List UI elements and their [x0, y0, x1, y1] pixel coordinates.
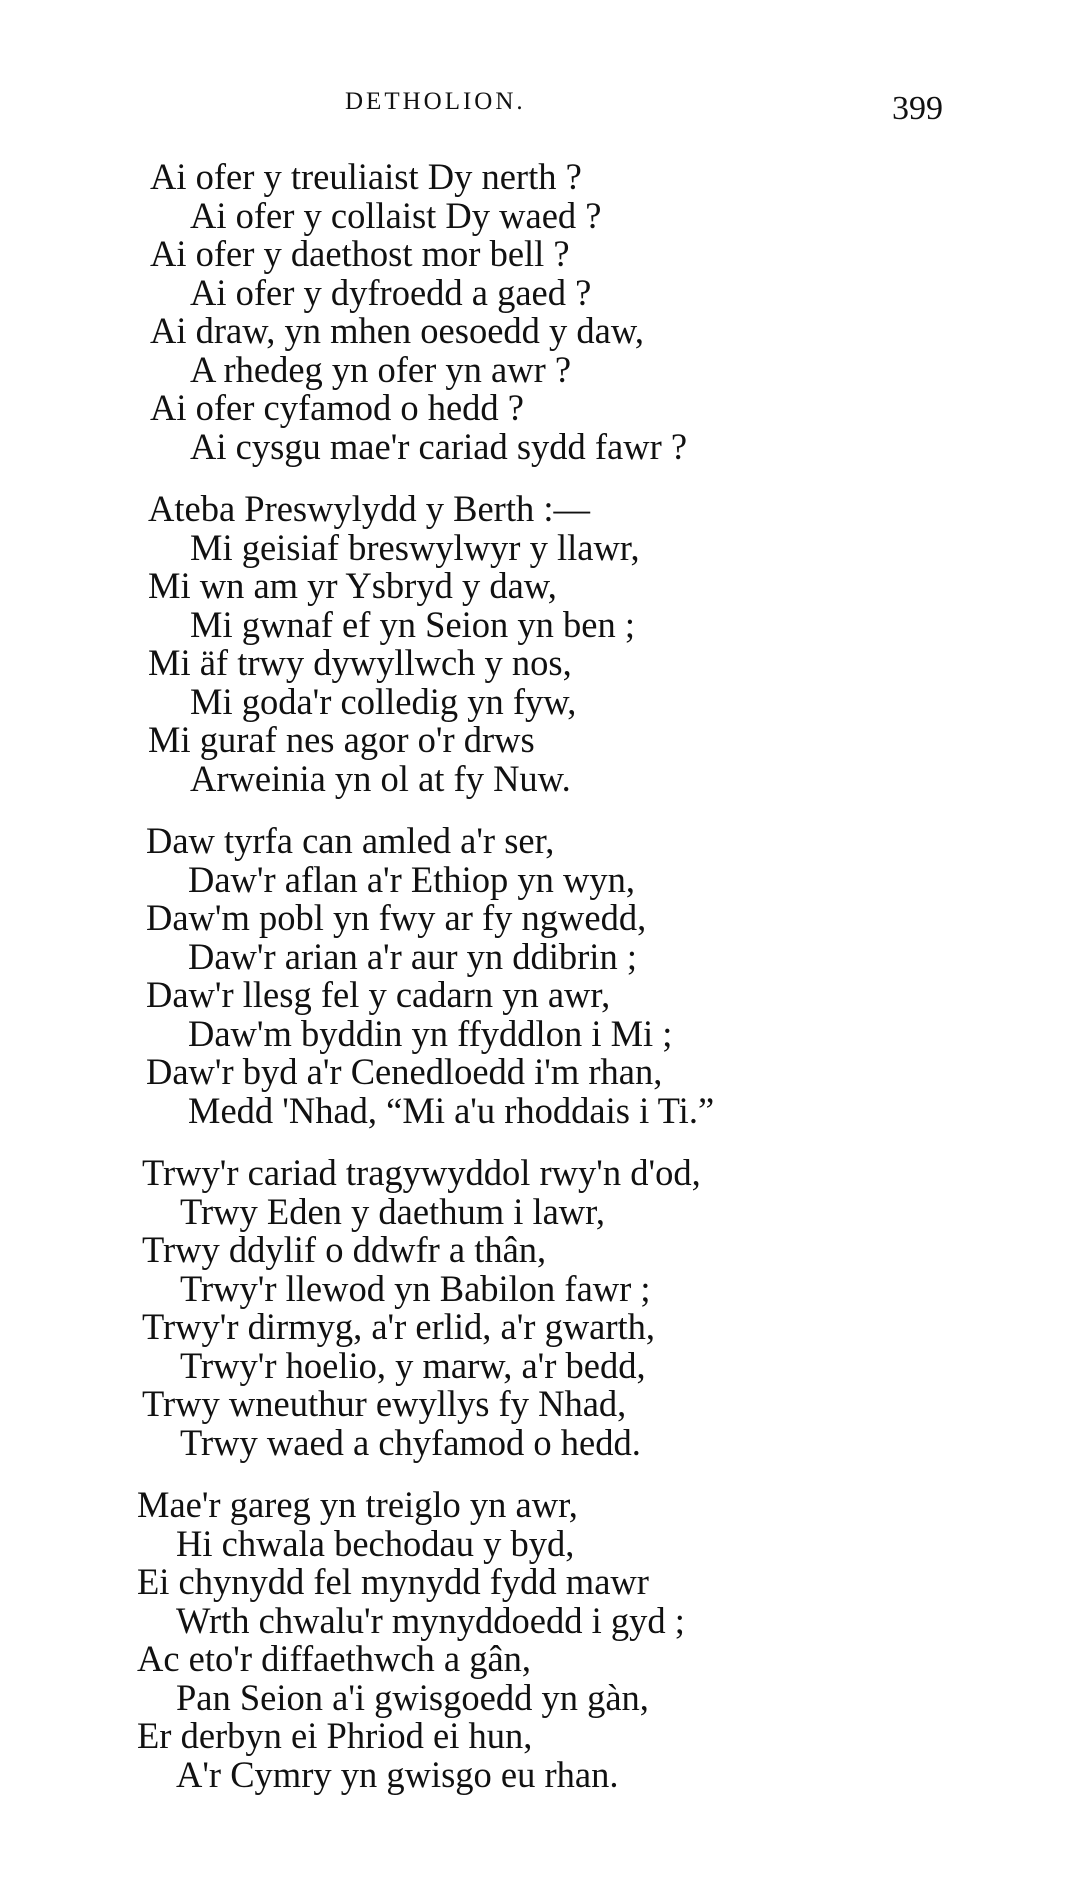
poem-line: Ai ofer y collaist Dy waed ?: [190, 194, 602, 236]
poem-line: Mi geisiaf breswylwyr y llawr,: [190, 526, 640, 568]
poem-line: Trwy Eden y daethum i lawr,: [180, 1190, 605, 1232]
poem-line: Trwy waed a chyfamod o hedd.: [180, 1421, 641, 1463]
poem-line: Trwy'r cariad tragywyddol rwy'n d'od,: [142, 1152, 701, 1193]
poem-line: Ai ofer y daethost mor bell ?: [150, 233, 570, 274]
poem-line: Ai ofer y treuliaist Dy nerth ?: [150, 156, 582, 197]
stanza-5: [0, 1486, 1090, 1794]
poem-line: Daw tyrfa can amled a'r ser,: [146, 820, 555, 861]
poem-line: Medd 'Nhad, “Mi a'u rhoddais i Ti.”: [188, 1089, 715, 1131]
poem-line: Pan Seion a'i gwisgoedd yn gàn,: [176, 1676, 649, 1718]
poem-line: A rhedeg yn ofer yn awr ?: [190, 348, 572, 390]
poem-line: Daw'r byd a'r Cenedloedd i'm rhan,: [146, 1051, 663, 1092]
poem-line: Er derbyn ei Phriod ei hun,: [137, 1715, 533, 1756]
poem-line: Mi äf trwy dywyllwch y nos,: [148, 642, 572, 683]
stanza-1: [0, 158, 1090, 466]
poem-line: Trwy ddylif o ddwfr a thân,: [142, 1229, 547, 1270]
poem-line: Daw'm pobl yn fwy ar fy ngwedd,: [146, 897, 647, 938]
poem-line: Mi wn am yr Ysbryd y daw,: [148, 565, 557, 606]
poem-line: Hi chwala bechodau y byd,: [176, 1522, 575, 1564]
page-number: 399: [892, 90, 943, 127]
poem-line: Mi guraf nes agor o'r drws: [148, 719, 535, 760]
poem-line: A'r Cymry yn gwisgo eu rhan.: [176, 1753, 619, 1795]
page-header: [0, 88, 1090, 128]
poem-line: Mae'r gareg yn treiglo yn awr,: [137, 1484, 578, 1525]
poem-line: Trwy'r llewod yn Babilon fawr ;: [180, 1267, 651, 1309]
poem-line: Wrth chwalu'r mynyddoedd i gyd ;: [176, 1599, 685, 1641]
poem: [0, 158, 1090, 1818]
poem-line: Mi goda'r colledig yn fyw,: [190, 680, 577, 722]
poem-line: Ai cysgu mae'r cariad sydd fawr ?: [190, 425, 688, 467]
poem-line: Ai ofer y dyfroedd a gaed ?: [190, 271, 592, 313]
poem-line: Daw'r llesg fel y cadarn yn awr,: [146, 974, 611, 1015]
running-head: DETHOLION.: [345, 88, 526, 115]
poem-line: Daw'm byddin yn ffyddlon i Mi ;: [188, 1012, 673, 1054]
poem-line: Ai ofer cyfamod o hedd ?: [150, 387, 524, 428]
poem-line: Daw'r aflan a'r Ethiop yn wyn,: [188, 858, 635, 900]
poem-line: Trwy'r hoelio, y marw, a'r bedd,: [180, 1344, 646, 1386]
stanza-2: [0, 490, 1090, 798]
poem-line: Daw'r arian a'r aur yn ddibrin ;: [188, 935, 637, 977]
poem-line: Ateba Preswylydd y Berth :—: [148, 488, 590, 529]
stanza-3: [0, 822, 1090, 1130]
poem-line: Trwy'r dirmyg, a'r erlid, a'r gwarth,: [142, 1306, 656, 1347]
poem-line: Ei chynydd fel mynydd fydd mawr: [137, 1561, 649, 1602]
poem-line: Trwy wneuthur ewyllys fy Nhad,: [142, 1383, 627, 1424]
poem-line: Ac eto'r diffaethwch a gân,: [137, 1638, 532, 1679]
stanza-4: [0, 1154, 1090, 1462]
poem-line: Arweinia yn ol at fy Nuw.: [190, 757, 571, 799]
poem-line: Ai draw, yn mhen oesoedd y daw,: [150, 310, 644, 351]
poem-line: Mi gwnaf ef yn Seion yn ben ;: [190, 603, 636, 645]
